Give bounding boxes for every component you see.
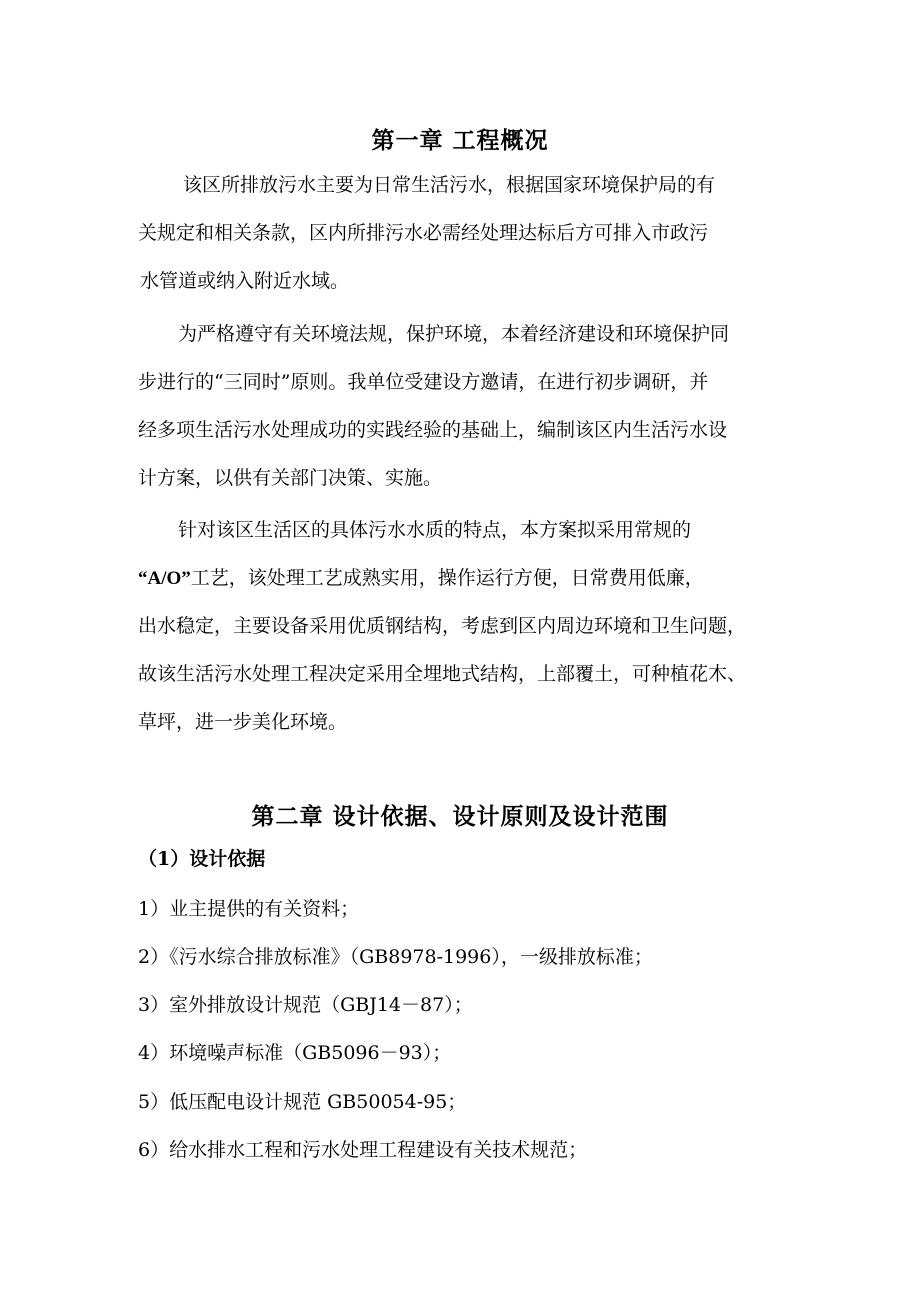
list-item: 5）低压配电设计规范 GB50054-95； bbox=[138, 1091, 467, 1113]
paragraph-line: 出水稳定，主要设备采用优质钢结构，考虑到区内周边环境和卫生问题， bbox=[138, 615, 747, 637]
paragraph-line: 经多项生活污水处理成功的实践经验的基础上，编制该区内生活污水设 bbox=[138, 419, 728, 441]
paragraph-line: 故该生活污水处理工程决定采用全埋地式结构，上部覆土，可种植花木、 bbox=[138, 663, 747, 685]
paragraph-line: 步进行的“三同时”原则。我单位受建设方邀请，在进行初步调研，并 bbox=[138, 371, 709, 393]
paragraph-line: 草坪，进一步美化环境。 bbox=[138, 711, 348, 733]
paragraph-line: 关规定和相关条款，区内所排污水必需经处理达标后方可排入市政污 bbox=[138, 222, 709, 244]
list-item: 1）业主提供的有关资料； bbox=[138, 898, 360, 920]
chapter2-title: 第二章 设计依据、设计原则及设计范围 bbox=[251, 803, 669, 830]
paragraph-line: 该区所排放污水主要为日常生活污水，根据国家环境保护局的有 bbox=[183, 174, 716, 196]
paragraph-line: 水管道或纳入附近水域。 bbox=[140, 270, 350, 292]
paragraph-line-with-process bbox=[138, 569, 704, 588]
paragraph-line: 针对该区生活区的具体污水水质的特点，本方案拟采用常规的 bbox=[178, 519, 692, 541]
list-item: 6）给水排水工程和污水处理工程建设有关技术规范； bbox=[138, 1139, 588, 1161]
list-item: 4）环境噪声标准（GB5096－93）； bbox=[138, 1042, 452, 1064]
section-heading-design-basis: （1）设计依据 bbox=[138, 848, 266, 870]
paragraph-line-rest: 工艺，该处理工艺成熟实用，操作运行方便，日常费用低廉， bbox=[190, 567, 704, 589]
chapter1-title: 第一章 工程概况 bbox=[371, 127, 549, 154]
list-item: 3）室外排放设计规范（GBJ14－87）； bbox=[138, 994, 473, 1016]
process-name-ao: “A/O” bbox=[138, 568, 191, 589]
list-item: 2）《污水综合排放标准》（GB8978-1996），一级排放标准； bbox=[138, 946, 653, 968]
paragraph-line: 计方案，以供有关部门决策、实施。 bbox=[138, 467, 443, 489]
paragraph-line: 为严格遵守有关环境法规，保护环境，本着经济建设和环境保护同 bbox=[178, 323, 730, 345]
